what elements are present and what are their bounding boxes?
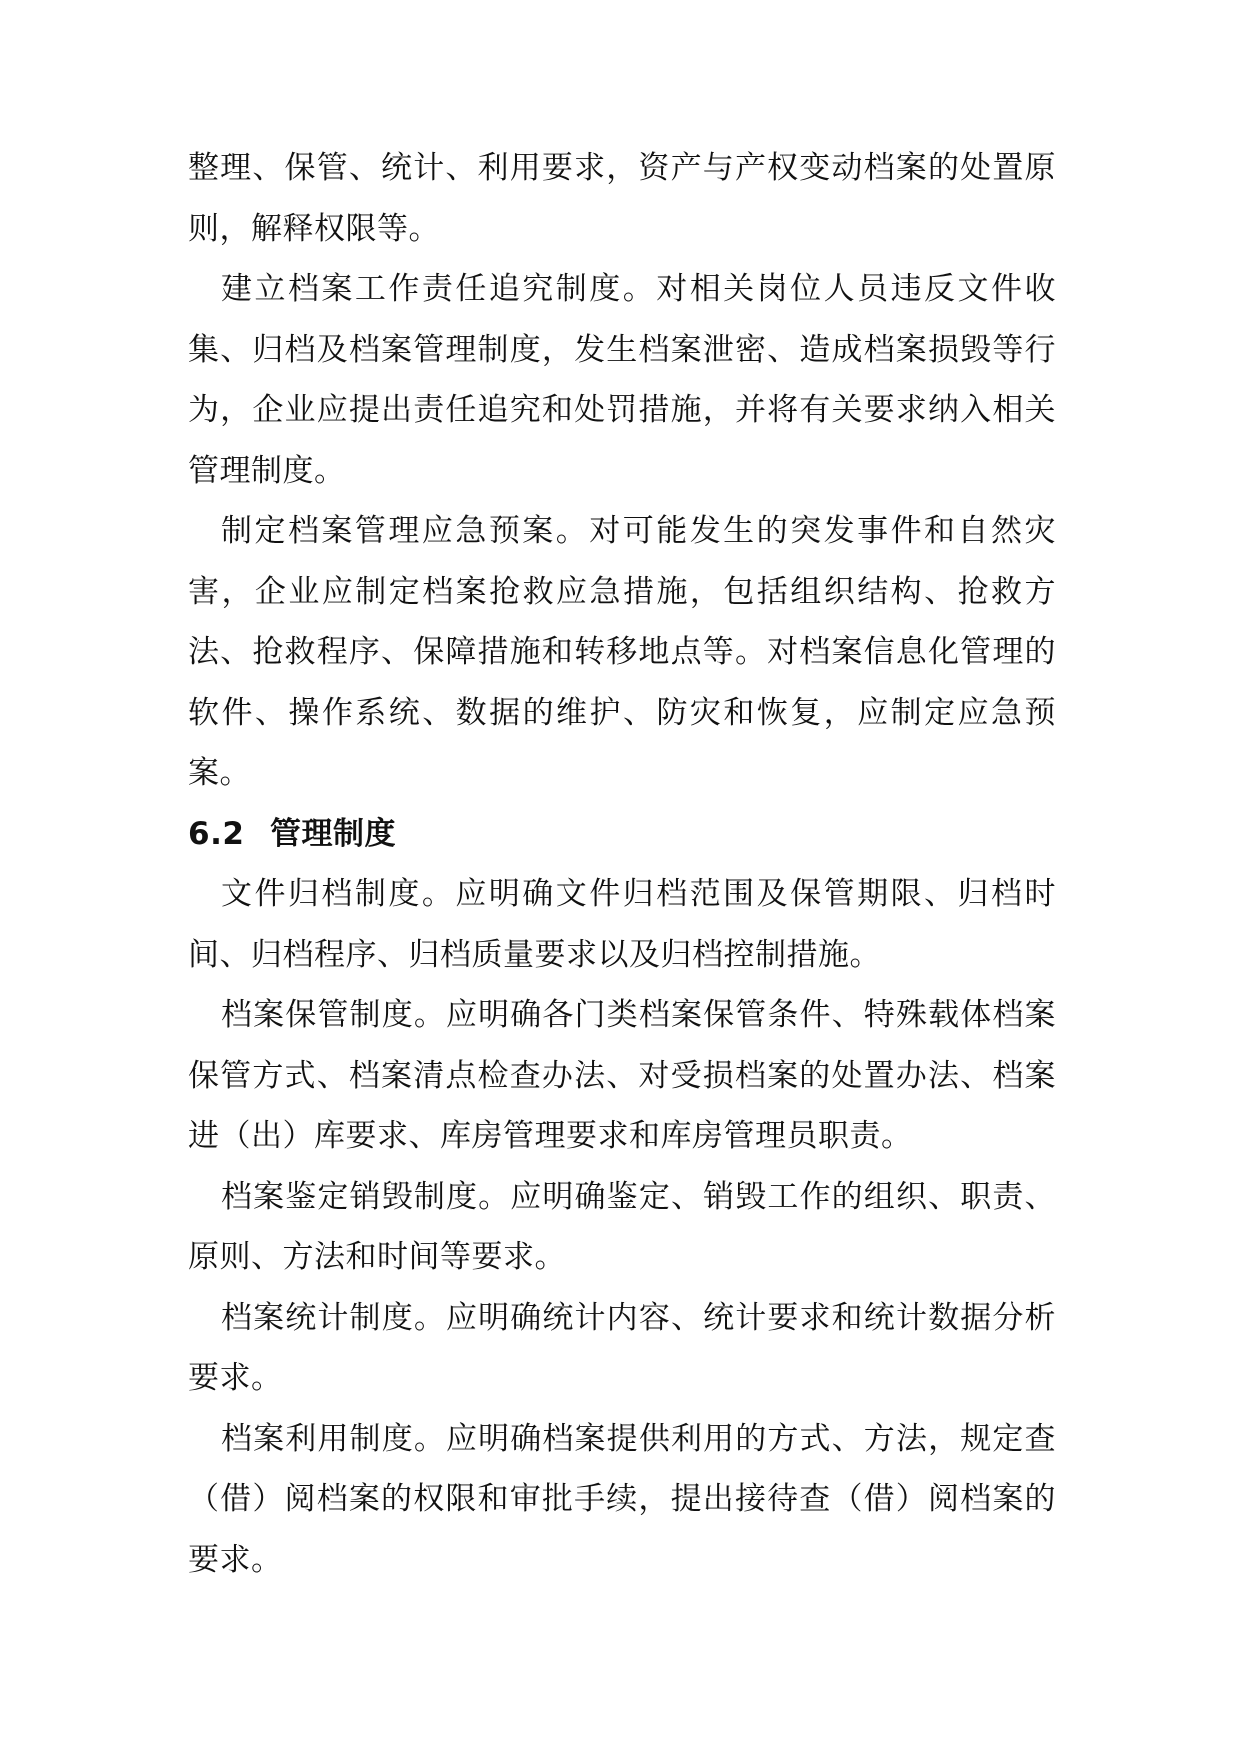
- paragraph-statistics-system: 档案统计制度。应明确统计内容、统计要求和统计数据分析要求。: [188, 1299, 1056, 1396]
- paragraph-appraisal-system: 档案鉴定销毁制度。应明确鉴定、销毁工作的组织、职责、原则、方法和时间等要求。: [188, 1178, 1056, 1275]
- paragraph-filing-system: 文件归档制度。应明确文件归档范围及保管期限、归档时间、归档程序、归档质量要求以及归档控制措施。: [188, 876, 1056, 973]
- paragraph-utilization-system: 档案利用制度。应明确档案提供利用的方式、方法，规定查（借）阅档案的权限和审批手续，提出接待查（借）阅档案的要求。: [188, 1420, 1056, 1578]
- paragraph-continuation: 整理、保管、统计、利用要求，资产与产权变动档案的处置原则，解释权限等。: [188, 150, 1056, 247]
- section-title: 管理制度: [270, 815, 396, 852]
- section-heading: [188, 804, 1056, 865]
- paragraph-accountability: 建立档案工作责任追究制度。对相关岗位人员违反文件收集、归档及档案管理制度，发生档案泄密、造成档案损毁等行为，企业应提出责任追究和处罚措施，并将有关要求纳入相关管理制度。: [188, 271, 1056, 489]
- section-number: 6.2: [188, 815, 245, 852]
- document-page: [188, 138, 1056, 1590]
- paragraph-emergency-plan: 制定档案管理应急预案。对可能发生的突发事件和自然灾害，企业应制定档案抢救应急措施，包括组织结构、抢救方法、抢救程序、保障措施和转移地点等。对档案信息化管理的软件、操作系统、数据的维护、防灾和恢复，应制定应急预案。: [188, 513, 1056, 791]
- paragraph-custody-system: 档案保管制度。应明确各门类档案保管条件、特殊载体档案保管方式、档案清点检查办法、对受损档案的处置办法、档案进（出）库要求、库房管理要求和库房管理员职责。: [188, 997, 1056, 1154]
